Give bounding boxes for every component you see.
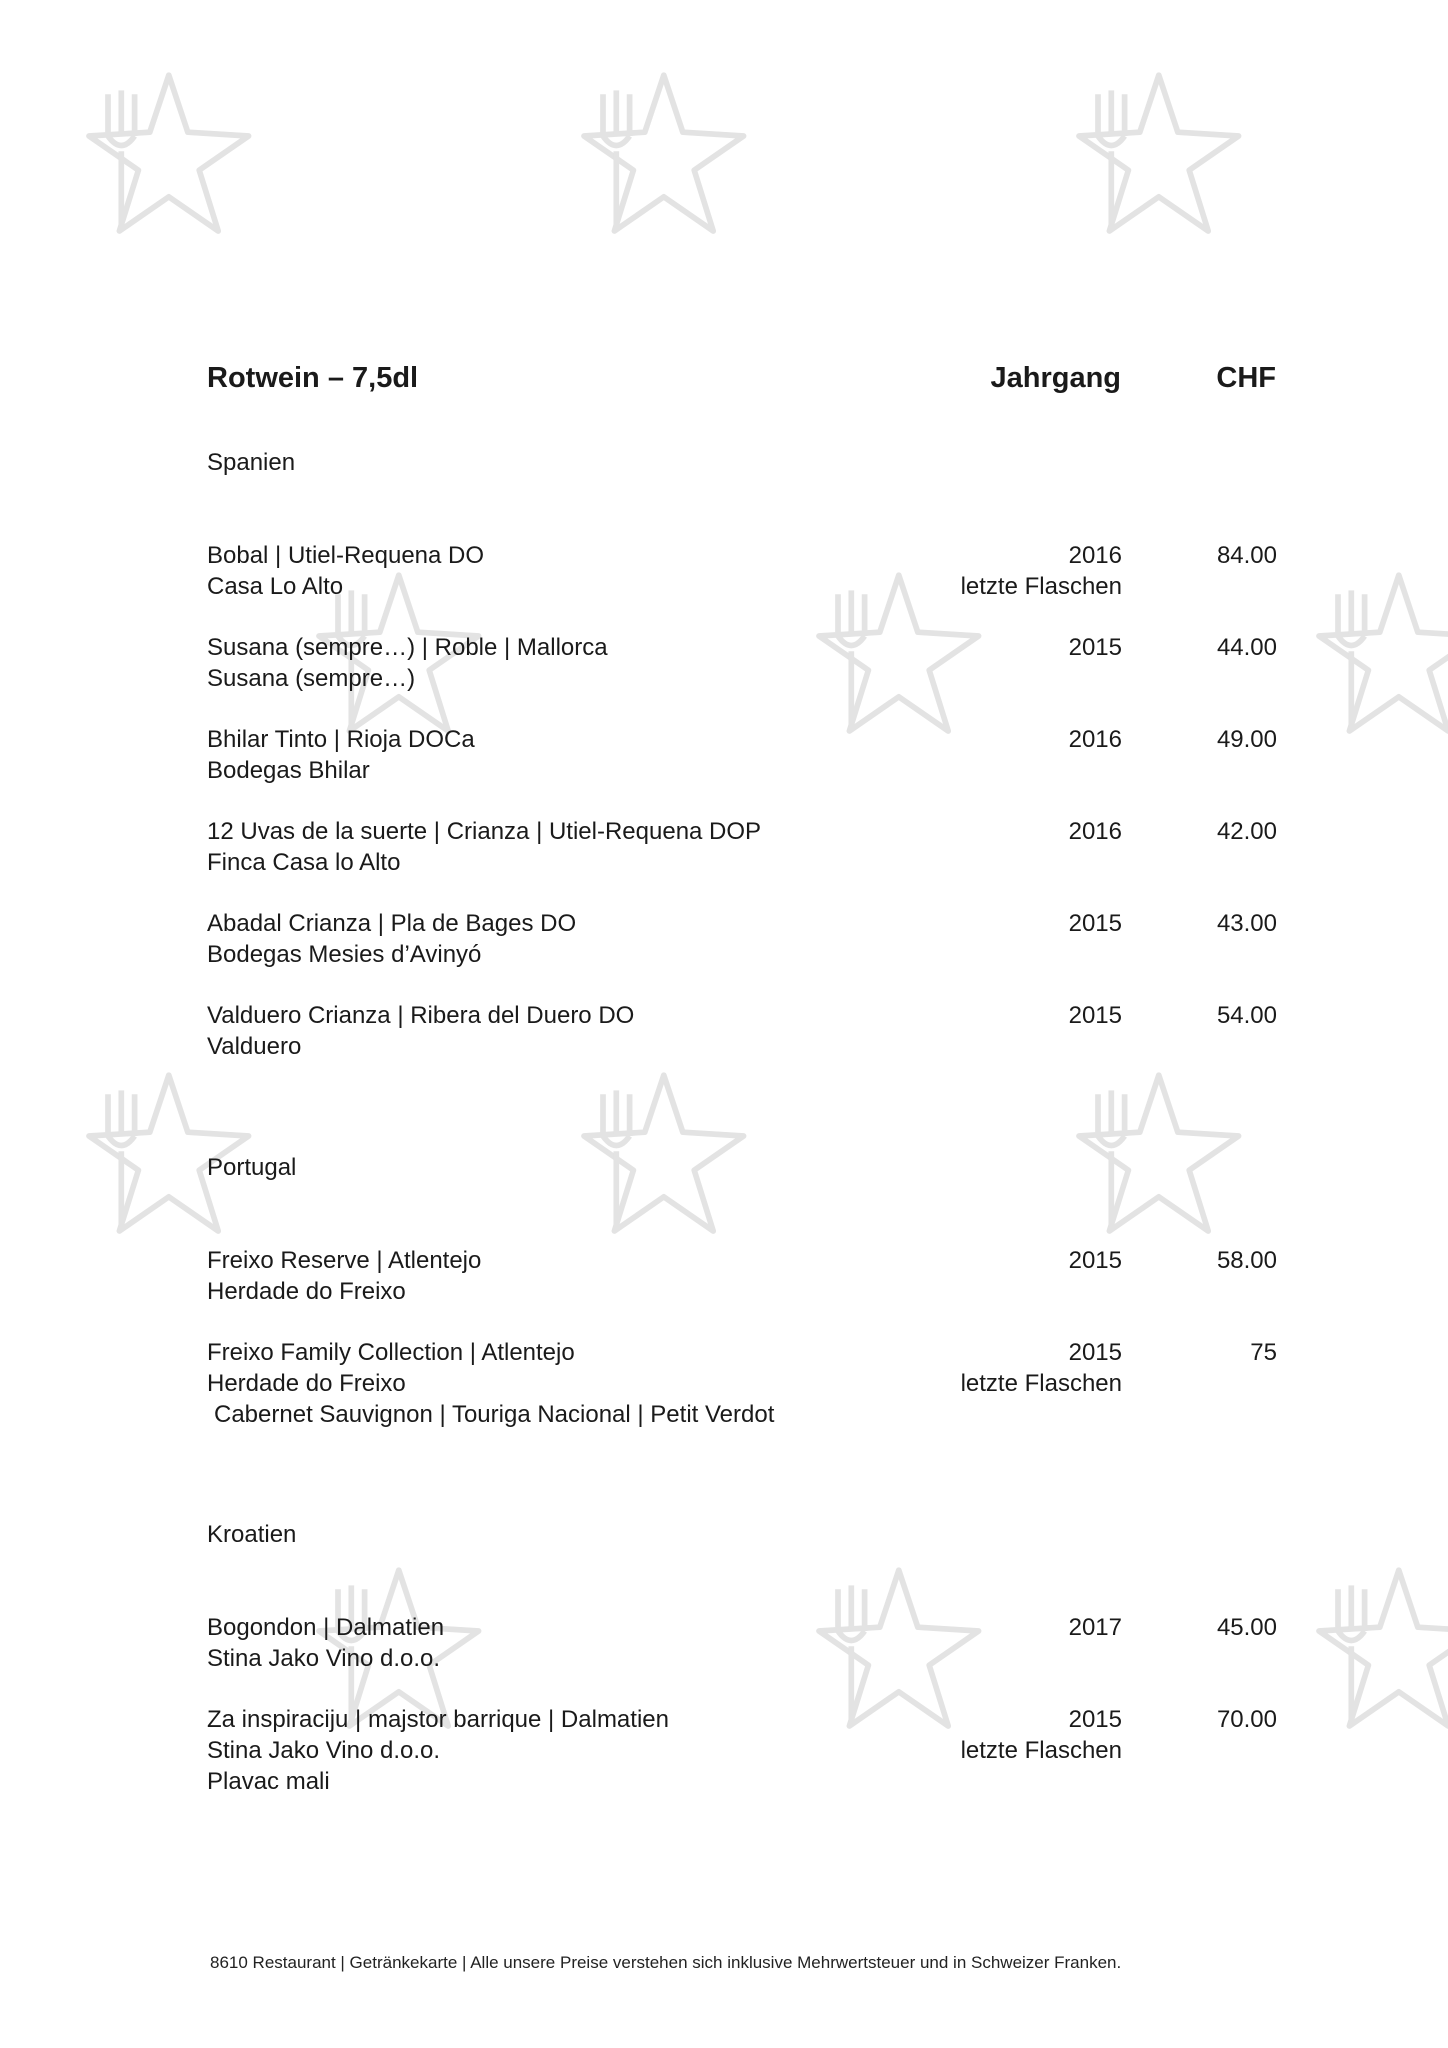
price-column-header: CHF — [1216, 362, 1276, 394]
wine-name: Za inspiraciju | majstor barrique | Dalmatien — [207, 1706, 669, 1733]
fork-star-icon — [1300, 1555, 1448, 1745]
section-title-portugal: Portugal — [207, 1154, 297, 1181]
fork-star-icon — [565, 1060, 755, 1250]
wine-price: 58.00 — [1216, 1247, 1277, 1274]
wine-producer: Herdade do Freixo — [207, 1370, 406, 1397]
wine-vintage: 2015 — [1068, 634, 1122, 661]
wine-name: Freixo Family Collection | Atlentejo — [207, 1339, 575, 1366]
wine-vintage: 2016 — [1068, 542, 1122, 569]
wine-grapes: Cabernet Sauvignon | Touriga Nacional | Petit Verdot — [214, 1401, 775, 1428]
wine-producer: Valduero — [207, 1033, 302, 1060]
wine-grapes: Plavac mali — [207, 1768, 330, 1795]
wine-note: letzte Flaschen — [960, 1370, 1122, 1397]
wine-vintage: 2016 — [1068, 726, 1122, 753]
wine-price: 54.00 — [1216, 1002, 1277, 1029]
wine-vintage: 2015 — [1068, 1339, 1122, 1366]
wine-name: Freixo Reserve | Atlentejo — [207, 1247, 482, 1274]
fork-star-icon — [1060, 60, 1250, 250]
section-title-kroatien: Kroatien — [207, 1521, 297, 1548]
wine-name: Valduero Crianza | Ribera del Duero DO — [207, 1002, 635, 1029]
wine-price: 42.00 — [1216, 818, 1277, 845]
wine-price: 70.00 — [1216, 1706, 1277, 1733]
page-title: Rotwein – 7,5dl — [207, 362, 419, 394]
wine-vintage: 2015 — [1068, 910, 1122, 937]
wine-note: letzte Flaschen — [960, 573, 1122, 600]
wine-name: Bobal | Utiel-Requena DO — [207, 542, 485, 569]
wine-vintage: 2015 — [1068, 1706, 1122, 1733]
fork-star-icon — [70, 60, 260, 250]
wine-name: Bogondon | Dalmatien — [207, 1614, 445, 1641]
wine-name: Susana (sempre…) | Roble | Mallorca — [207, 634, 608, 661]
wine-vintage: 2015 — [1068, 1247, 1122, 1274]
wine-producer: Susana (sempre…) — [207, 665, 416, 692]
wine-price: 75 — [1250, 1339, 1277, 1366]
wine-price: 45.00 — [1216, 1614, 1277, 1641]
wine-producer: Herdade do Freixo — [207, 1278, 406, 1305]
wine-price: 43.00 — [1216, 910, 1277, 937]
wine-producer: Casa Lo Alto — [207, 573, 344, 600]
wine-name: Bhilar Tinto | Rioja DOCa — [207, 726, 475, 753]
wine-producer: Bodegas Mesies d’Avinyó — [207, 941, 482, 968]
wine-producer: Bodegas Bhilar — [207, 757, 370, 784]
wine-name: 12 Uvas de la suerte | Crianza | Utiel-Requena DOP — [207, 818, 762, 845]
section-title-spanien: Spanien — [207, 449, 296, 476]
wine-vintage: 2015 — [1068, 1002, 1122, 1029]
wine-price: 44.00 — [1216, 634, 1277, 661]
wine-vintage: 2016 — [1068, 818, 1122, 845]
wine-price: 49.00 — [1216, 726, 1277, 753]
wine-producer: Finca Casa lo Alto — [207, 849, 401, 876]
page-footer: 8610 Restaurant | Getränkekarte | Alle unsere Preise verstehen sich inklusive Mehrwertsteuer und in Schweizer Franken. — [210, 1953, 1122, 1972]
wine-name: Abadal Crianza | Pla de Bages DO — [207, 910, 577, 937]
fork-star-icon — [1060, 1060, 1250, 1250]
fork-star-icon — [565, 60, 755, 250]
wine-producer: Stina Jako Vino d.o.o. — [207, 1737, 441, 1764]
wine-vintage: 2017 — [1068, 1614, 1122, 1641]
wine-producer: Stina Jako Vino d.o.o. — [207, 1645, 441, 1672]
wine-list-header — [0, 362, 1448, 402]
vintage-column-header: Jahrgang — [990, 362, 1121, 394]
wine-note: letzte Flaschen — [960, 1737, 1122, 1764]
fork-star-icon — [1300, 560, 1448, 750]
wine-price: 84.00 — [1216, 542, 1277, 569]
